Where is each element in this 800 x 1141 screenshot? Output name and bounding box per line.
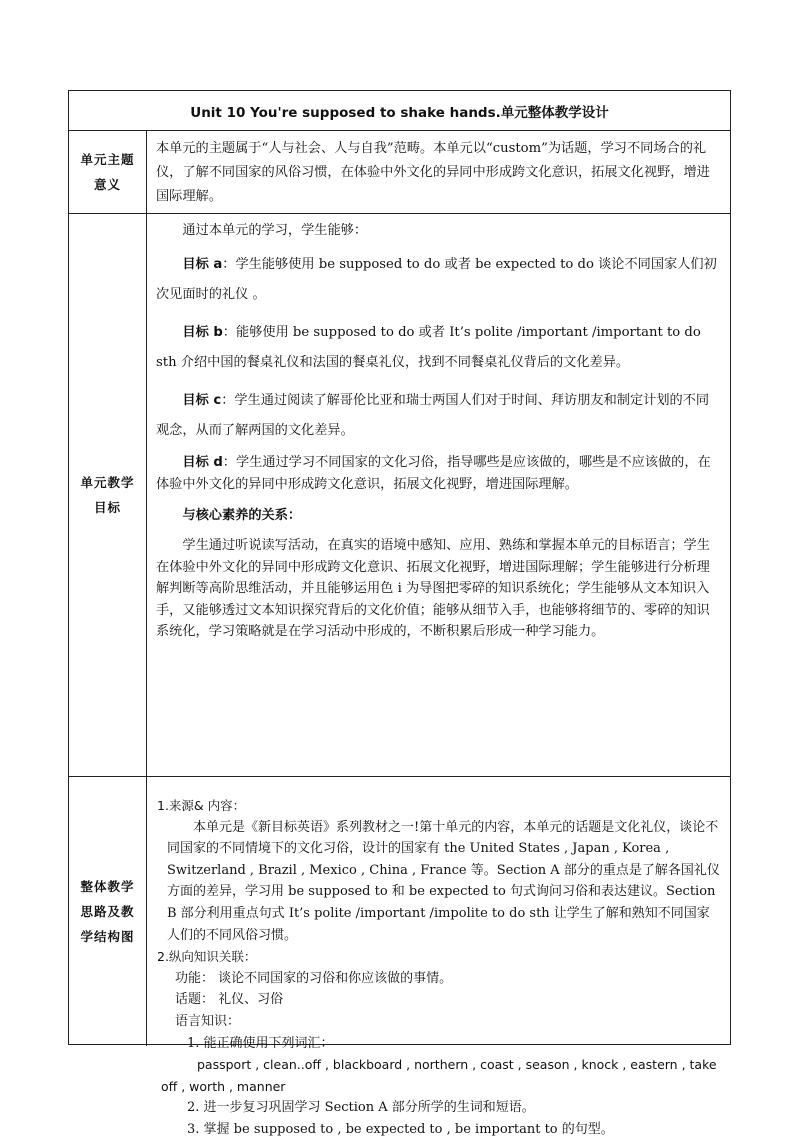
goal-d-label: 目标 d	[182, 455, 223, 470]
goal-a-text: ：学生能够使用 be supposed to do 或者 be expected to do 谈论不同国家人们初次见面时的礼仪 。	[156, 257, 717, 302]
source-text: 本单元是《新目标英语》系列教材之一!第十单元的内容，本单元的话题是文化礼仪，谈论不同国家的不同情境下的文化习俗，设计的国家有 the United States , Japan , Korea , Switzerland , Brazil , Mexico , China , France 等。Section A 部分的重点是了解各国礼仪方面的差异，学习用 be supposed to 和 be expected to 句式询问习俗和表达建议。Section B 部分利用重点句式 It’s polite /important /impolite to do sth 让学生了解和熟知不同国家人们的不同风俗习惯。	[167, 819, 720, 943]
goals-label-cell	[69, 214, 147, 776]
goals-row	[69, 214, 730, 777]
language-knowledge-line: 语言知识：	[175, 1013, 241, 1029]
goal-a-label: 目标 a	[182, 257, 223, 272]
theme-content-cell	[148, 131, 730, 213]
theme-label-cell	[69, 131, 147, 213]
goals-content-cell	[148, 214, 730, 776]
goal-b	[156, 318, 722, 378]
function-line: 功能： 谈论不同国家的习俗和你应该做的事情。	[175, 970, 453, 986]
topic-line: 话题： 礼仪、习俗	[175, 992, 284, 1008]
goals-intro: 通过本单元的学习，学生能够：	[182, 223, 368, 238]
document-title: Unit 10 You're supposed to shake hands.单元整体教学设计	[190, 104, 609, 121]
lesson-plan-table	[68, 90, 731, 1137]
goal-c-text: ：学生通过阅读了解哥伦比亚和瑞士两国人们对于时间、拜访朋友和制定计划的不同观念，从而了解两国的文化差异。	[156, 393, 710, 438]
theme-text: 本单元的主题属于“人与社会、人与自我”范畴。本单元以“custom”为话题，学习不同场合的礼仪，了解不同国家的风俗习惯，在体验中外文化的异同中形成跨文化意识，拓展文化视野，增进国际理解。	[156, 141, 710, 204]
goal-d-text: ：学生通过学习不同国家的文化习俗，指导哪些是应该做的，哪些是不应该做的，在体验中外文化的异同中形成跨文化意识，拓展文化视野，增进国际理解。	[156, 455, 711, 492]
goal-d	[156, 452, 722, 495]
structure-row	[69, 777, 730, 1137]
source-heading: 1.来源& 内容：	[157, 798, 246, 813]
goal-c	[156, 386, 722, 446]
goal-b-text: ：能够使用 be supposed to do 或者 It’s polite /important /important to do sth 介绍中国的餐桌礼仪和法国的餐桌礼仪，找到不同餐桌礼仪背后的文化差异。	[156, 325, 701, 370]
knowledge-heading: 2.纵向知识关联：	[157, 949, 257, 965]
list-item-review: 2. 进一步复习巩固学习 Section A 部分所学的生词和短语。	[187, 1100, 535, 1116]
goals-label: 单元教学 目标	[80, 475, 135, 515]
theme-row	[69, 131, 730, 214]
goal-a	[156, 250, 722, 310]
structure-content-cell	[148, 777, 730, 1137]
core-literacy-text: 学生通过听说读写活动，在真实的语境中感知、应用、熟练和掌握本单元的目标语言；学生在体验中外文化的异同中形成跨文化意识、拓展文化视野，增进国际理解；学生能够进行分析理解判断等高阶思维活动，并且能够运用色 i 为导图把零碎的知识系统化；学生能够从文本知识入手，又能够透过文本知识探究背后的文化价值；能够从细节入手，也能够将细节的、零碎的知识系统化，学习策略就是在学习活动中形成的，不断积累后形成一种学习能力。	[156, 538, 710, 639]
core-literacy-heading: 与核心素养的关系：	[182, 508, 302, 523]
goal-b-label: 目标 b	[182, 325, 223, 340]
structure-label: 整体教学 思路及教 学结构图	[80, 879, 135, 944]
theme-label: 单元主题 意义	[80, 152, 135, 192]
list-item-vocabulary: 1. 能正确使用下列词汇：	[187, 1035, 334, 1051]
table-title-row	[69, 91, 730, 131]
goal-c-label: 目标 c	[182, 393, 222, 408]
vocabulary-list: passport , clean..off , blackboard , northern , coast , season , knock , eastern , take off , worth , manner	[161, 1057, 717, 1094]
list-item-sentence-patterns: 3. 掌握 be supposed to , be expected to , be important to 的句型。	[187, 1121, 614, 1137]
structure-label-cell	[69, 777, 147, 1046]
